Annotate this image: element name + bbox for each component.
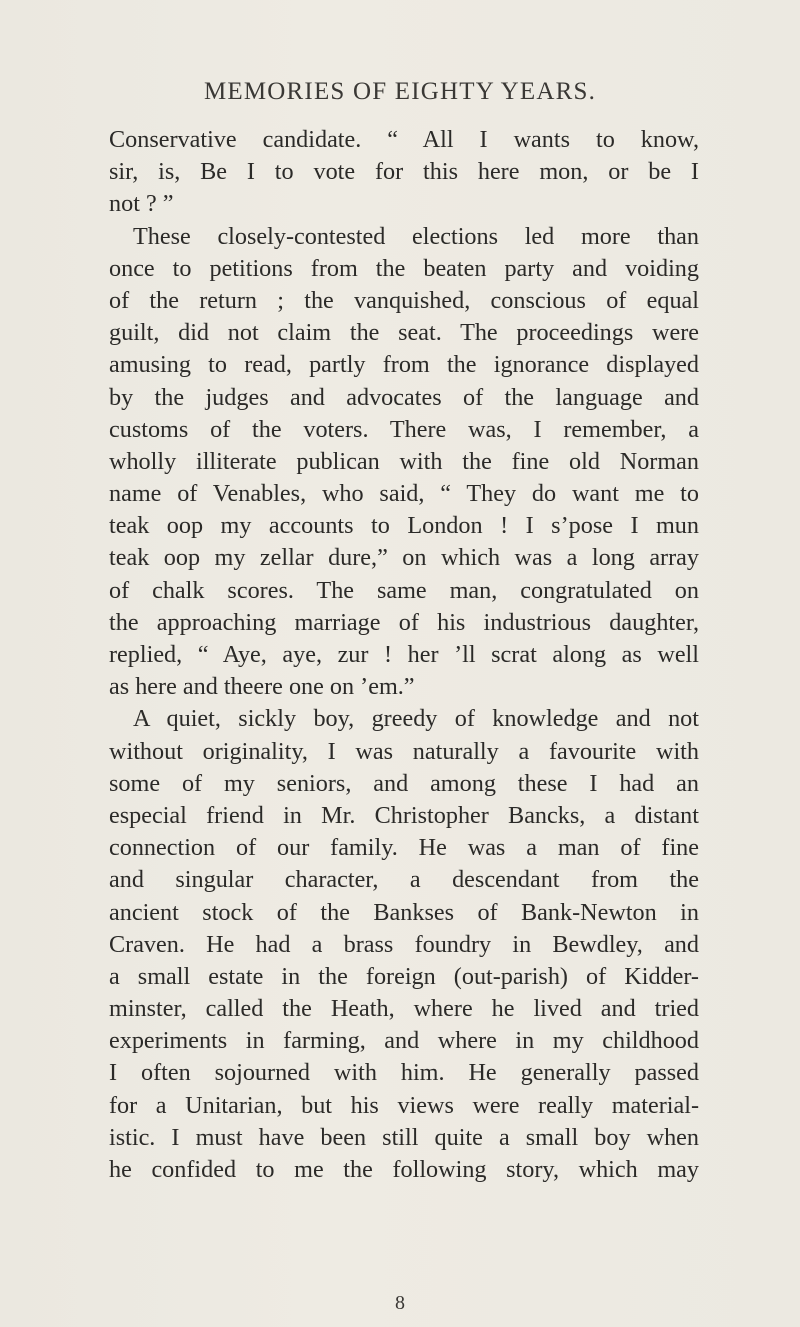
page-number: 8 (395, 1292, 405, 1314)
text-line: some of my seniors, and among these I had an (109, 769, 699, 797)
text-line: replied, “ Aye, aye, zur ! her ’ll scrat along as well (109, 641, 699, 668)
paragraph (109, 221, 699, 704)
paragraph (109, 703, 699, 1186)
text-line: a small estate in the foreign (out-parish) of Kidder- (109, 962, 699, 990)
text-line: A quiet, sickly boy, greedy of knowledge and not (133, 705, 699, 733)
text-line: wholly illiterate publican with the fine old Norman (109, 447, 699, 475)
text-line: without originality, I was naturally a favourite with (109, 737, 699, 765)
text-line: Conservative candidate. “ All I wants to know, (109, 126, 699, 153)
text-line: ancient stock of the Bankses of Bank-Newton in (109, 898, 699, 926)
text-line: once to petitions from the beaten party and voiding (109, 254, 699, 282)
text-line: by the judges and advocates of the language and (109, 383, 699, 411)
text-line: name of Venables, who said, “ They do want me to (109, 480, 699, 508)
text-line: amusing to read, partly from the ignorance displayed (109, 351, 699, 379)
paragraph (109, 124, 699, 221)
text-line: of chalk scores. The same man, congratulated on (109, 576, 699, 604)
text-line: of the return ; the vanquished, conscious of equal (109, 286, 699, 314)
running-head: MEMORIES OF EIGHTY YEARS. (203, 78, 597, 105)
text-line: not ? ” (109, 190, 174, 218)
text-line: the approaching marriage of his industrious daughter, (109, 608, 699, 636)
text-line: guilt, did not claim the seat. The proceedings were (109, 319, 699, 347)
text-line: and singular character, a descendant from the (109, 866, 699, 894)
text-line: teak oop my zellar dure,” on which was a long array (109, 544, 699, 572)
text-line: connection of our family. He was a man of fine (109, 834, 699, 862)
text-line: minster, called the Heath, where he lived and tried (109, 995, 699, 1023)
text-line: for a Unitarian, but his views were really material- (109, 1091, 699, 1119)
text-line: customs of the voters. There was, I remember, a (109, 415, 699, 443)
text-line: I often sojourned with him. He generally passed (109, 1059, 699, 1087)
text-line: especial friend in Mr. Christopher Bancks, a distant (109, 801, 699, 829)
text-line: experiments in farming, and where in my childhood (109, 1027, 699, 1055)
text-line: he confided to me the following story, which may (109, 1156, 699, 1183)
body-text (109, 124, 699, 1186)
text-line: istic. I must have been still quite a small boy when (109, 1123, 699, 1151)
text-line: teak oop my accounts to London ! I s’pose I mun (109, 512, 699, 540)
text-line: Craven. He had a brass foundry in Bewdley, and (109, 930, 699, 958)
text-line: as here and theere one on ’em.” (109, 673, 415, 701)
text-line: sir, is, Be I to vote for this here mon, or be I (109, 158, 699, 186)
text-line: These closely-contested elections led more than (133, 222, 699, 250)
